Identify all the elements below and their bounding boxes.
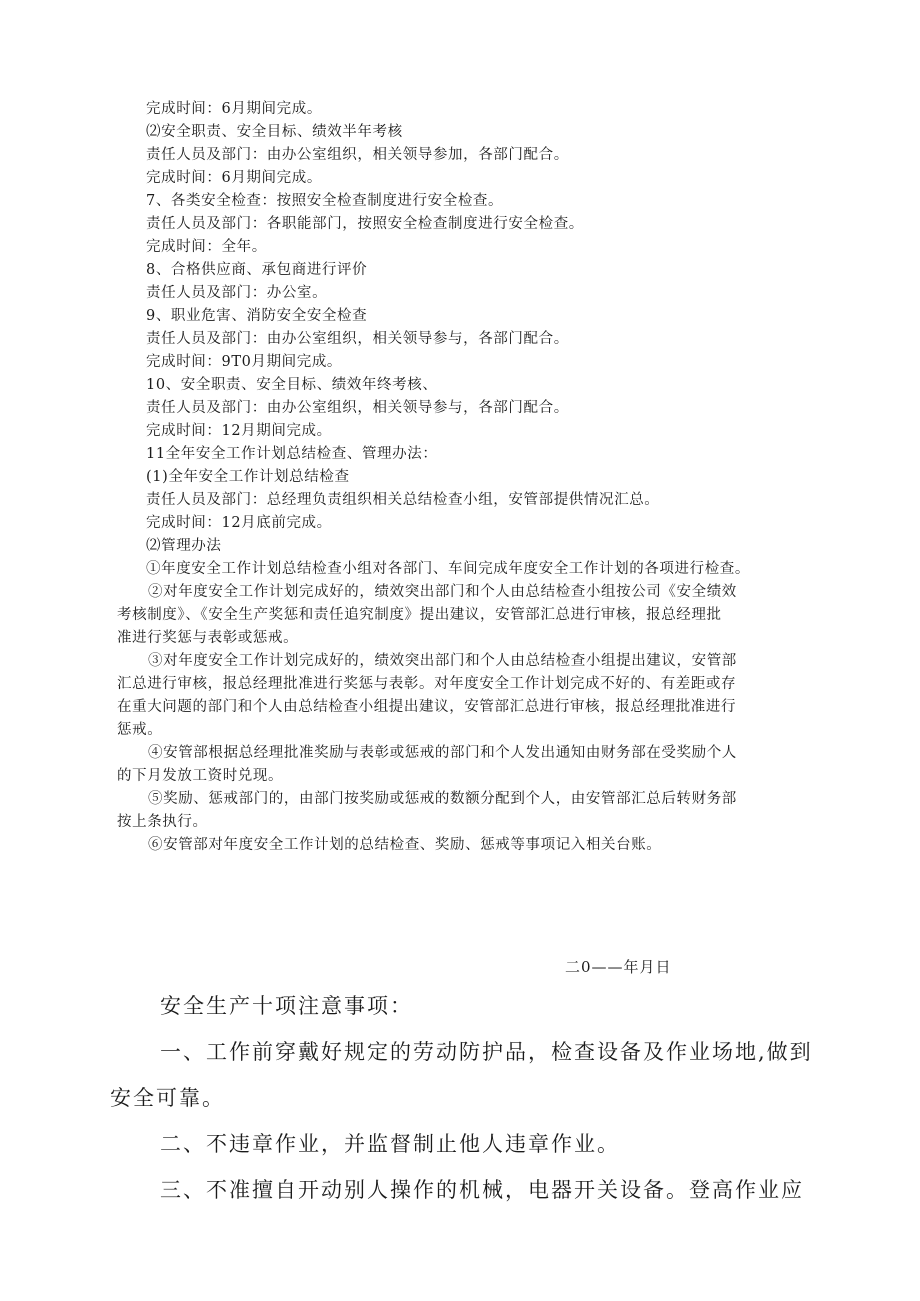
paragraph <box>117 650 836 742</box>
text-line: 完成时间：12月期间完成。 <box>146 423 332 439</box>
paragraph-line: 惩戒。 <box>117 722 163 738</box>
paragraph-line: 考核制度》、《安全生产奖惩和责任追究制度》提出建议，安管部汇总进行审核，报总经理批 <box>117 607 722 623</box>
text-line: 责任人员及部门：各职能部门，按照安全检查制度进行安全检查。 <box>146 216 584 232</box>
text-line: (1)全年安全工作计划总结检查 <box>146 469 350 485</box>
paragraph <box>146 834 836 857</box>
section-title: 安全生产十项注意事项： <box>160 994 413 1018</box>
text-line: 责任人员及部门：由办公室组织，相关领导参与，各部门配合。 <box>146 331 569 347</box>
text-line: ⑵安全职责、安全目标、绩效半年考核 <box>146 124 403 140</box>
text-line: 完成时间：9T0月期间完成。 <box>146 354 343 370</box>
paragraph <box>117 581 836 650</box>
text-line: 11全年安全工作计划总结检查、管理办法： <box>146 446 438 462</box>
text-line: 完成时间：6月期间完成。 <box>146 101 322 117</box>
text-line: 8、合格供应商、承包商进行评价 <box>146 262 368 278</box>
paragraph-first-line: ③对年度安全工作计划完成好的，绩效突出部门和个人由总结检查小组提出建议，安管部 <box>148 653 737 669</box>
paragraph-line: 准进行奖惩与表彰或惩戒。 <box>117 630 299 646</box>
text-line: 10、安全职责、安全目标、绩效年终考核、 <box>146 377 438 393</box>
note-item-1: 一、工作前穿戴好规定的劳动防护品，检查设备及作业场地,做到 <box>160 1040 813 1064</box>
paragraph-first-line: ④安管部根据总经理批准奖励与表彰或惩戒的部门和个人发出通知由财务部在受奖励个人 <box>148 745 737 761</box>
text-line: 完成时间：6月期间完成。 <box>146 170 322 186</box>
text-line: 责任人员及部门：由办公室组织，相关领导参加，各部门配合。 <box>146 147 569 163</box>
text-line: 责任人员及部门：由办公室组织，相关领导参与，各部门配合。 <box>146 400 569 416</box>
paragraph-line: 汇总进行审核，报总经理批准进行奖惩与表彰。对年度安全工作计划完成不好的、有差距或存 <box>117 676 737 692</box>
text-line: ⑵管理办法 <box>146 538 222 554</box>
plan-section <box>117 98 836 857</box>
text-line: 完成时间：全年。 <box>146 239 267 255</box>
text-line: 责任人员及部门：总经理负责组织相关总结检查小组，安管部提供情况汇总。 <box>146 492 660 508</box>
paragraph-first-line: ⑥安管部对年度安全工作计划的总结检查、奖励、惩戒等事项记入相关台账。 <box>148 837 662 853</box>
date-line: 二0——年月日 <box>565 958 672 976</box>
text-line: 责任人员及部门：办公室。 <box>146 285 328 301</box>
note-item-1-cont: 安全可靠。 <box>110 1086 225 1110</box>
paragraph-line: 的下月发放工资时兑现。 <box>117 768 284 784</box>
text-line: 完成时间：12月底前完成。 <box>146 515 332 531</box>
paragraph-first-line: ⑤奖励、惩戒部门的，由部门按奖励或惩戒的数额分配到个人，由安管部汇总后转财务部 <box>148 791 737 807</box>
paragraph <box>117 742 836 788</box>
text-line: ①年度安全工作计划总结检查小组对各部门、车间完成年度安全工作计划的各项进行检查。 <box>146 561 750 577</box>
note-item-3: 三、不准擅自开动别人操作的机械，电器开关设备。登高作业应 <box>160 1178 804 1202</box>
text-line: 9、职业危害、消防安全安全检查 <box>146 308 368 324</box>
text-line: 7、各类安全检查：按照安全检查制度进行安全检查。 <box>146 193 504 209</box>
paragraph-first-line: ②对年度安全工作计划完成好的，绩效突出部门和个人由总结检查小组按公司《安全绩效 <box>148 584 737 600</box>
paragraph-line: 在重大问题的部门和个人由总结检查小组提出建议，安管部汇总进行审核，报总经理批准进行 <box>117 699 737 715</box>
note-item-2: 二、不违章作业，并监督制止他人违章作业。 <box>160 1132 620 1156</box>
paragraph-line: 按上条执行。 <box>117 814 208 830</box>
paragraph <box>117 788 836 834</box>
